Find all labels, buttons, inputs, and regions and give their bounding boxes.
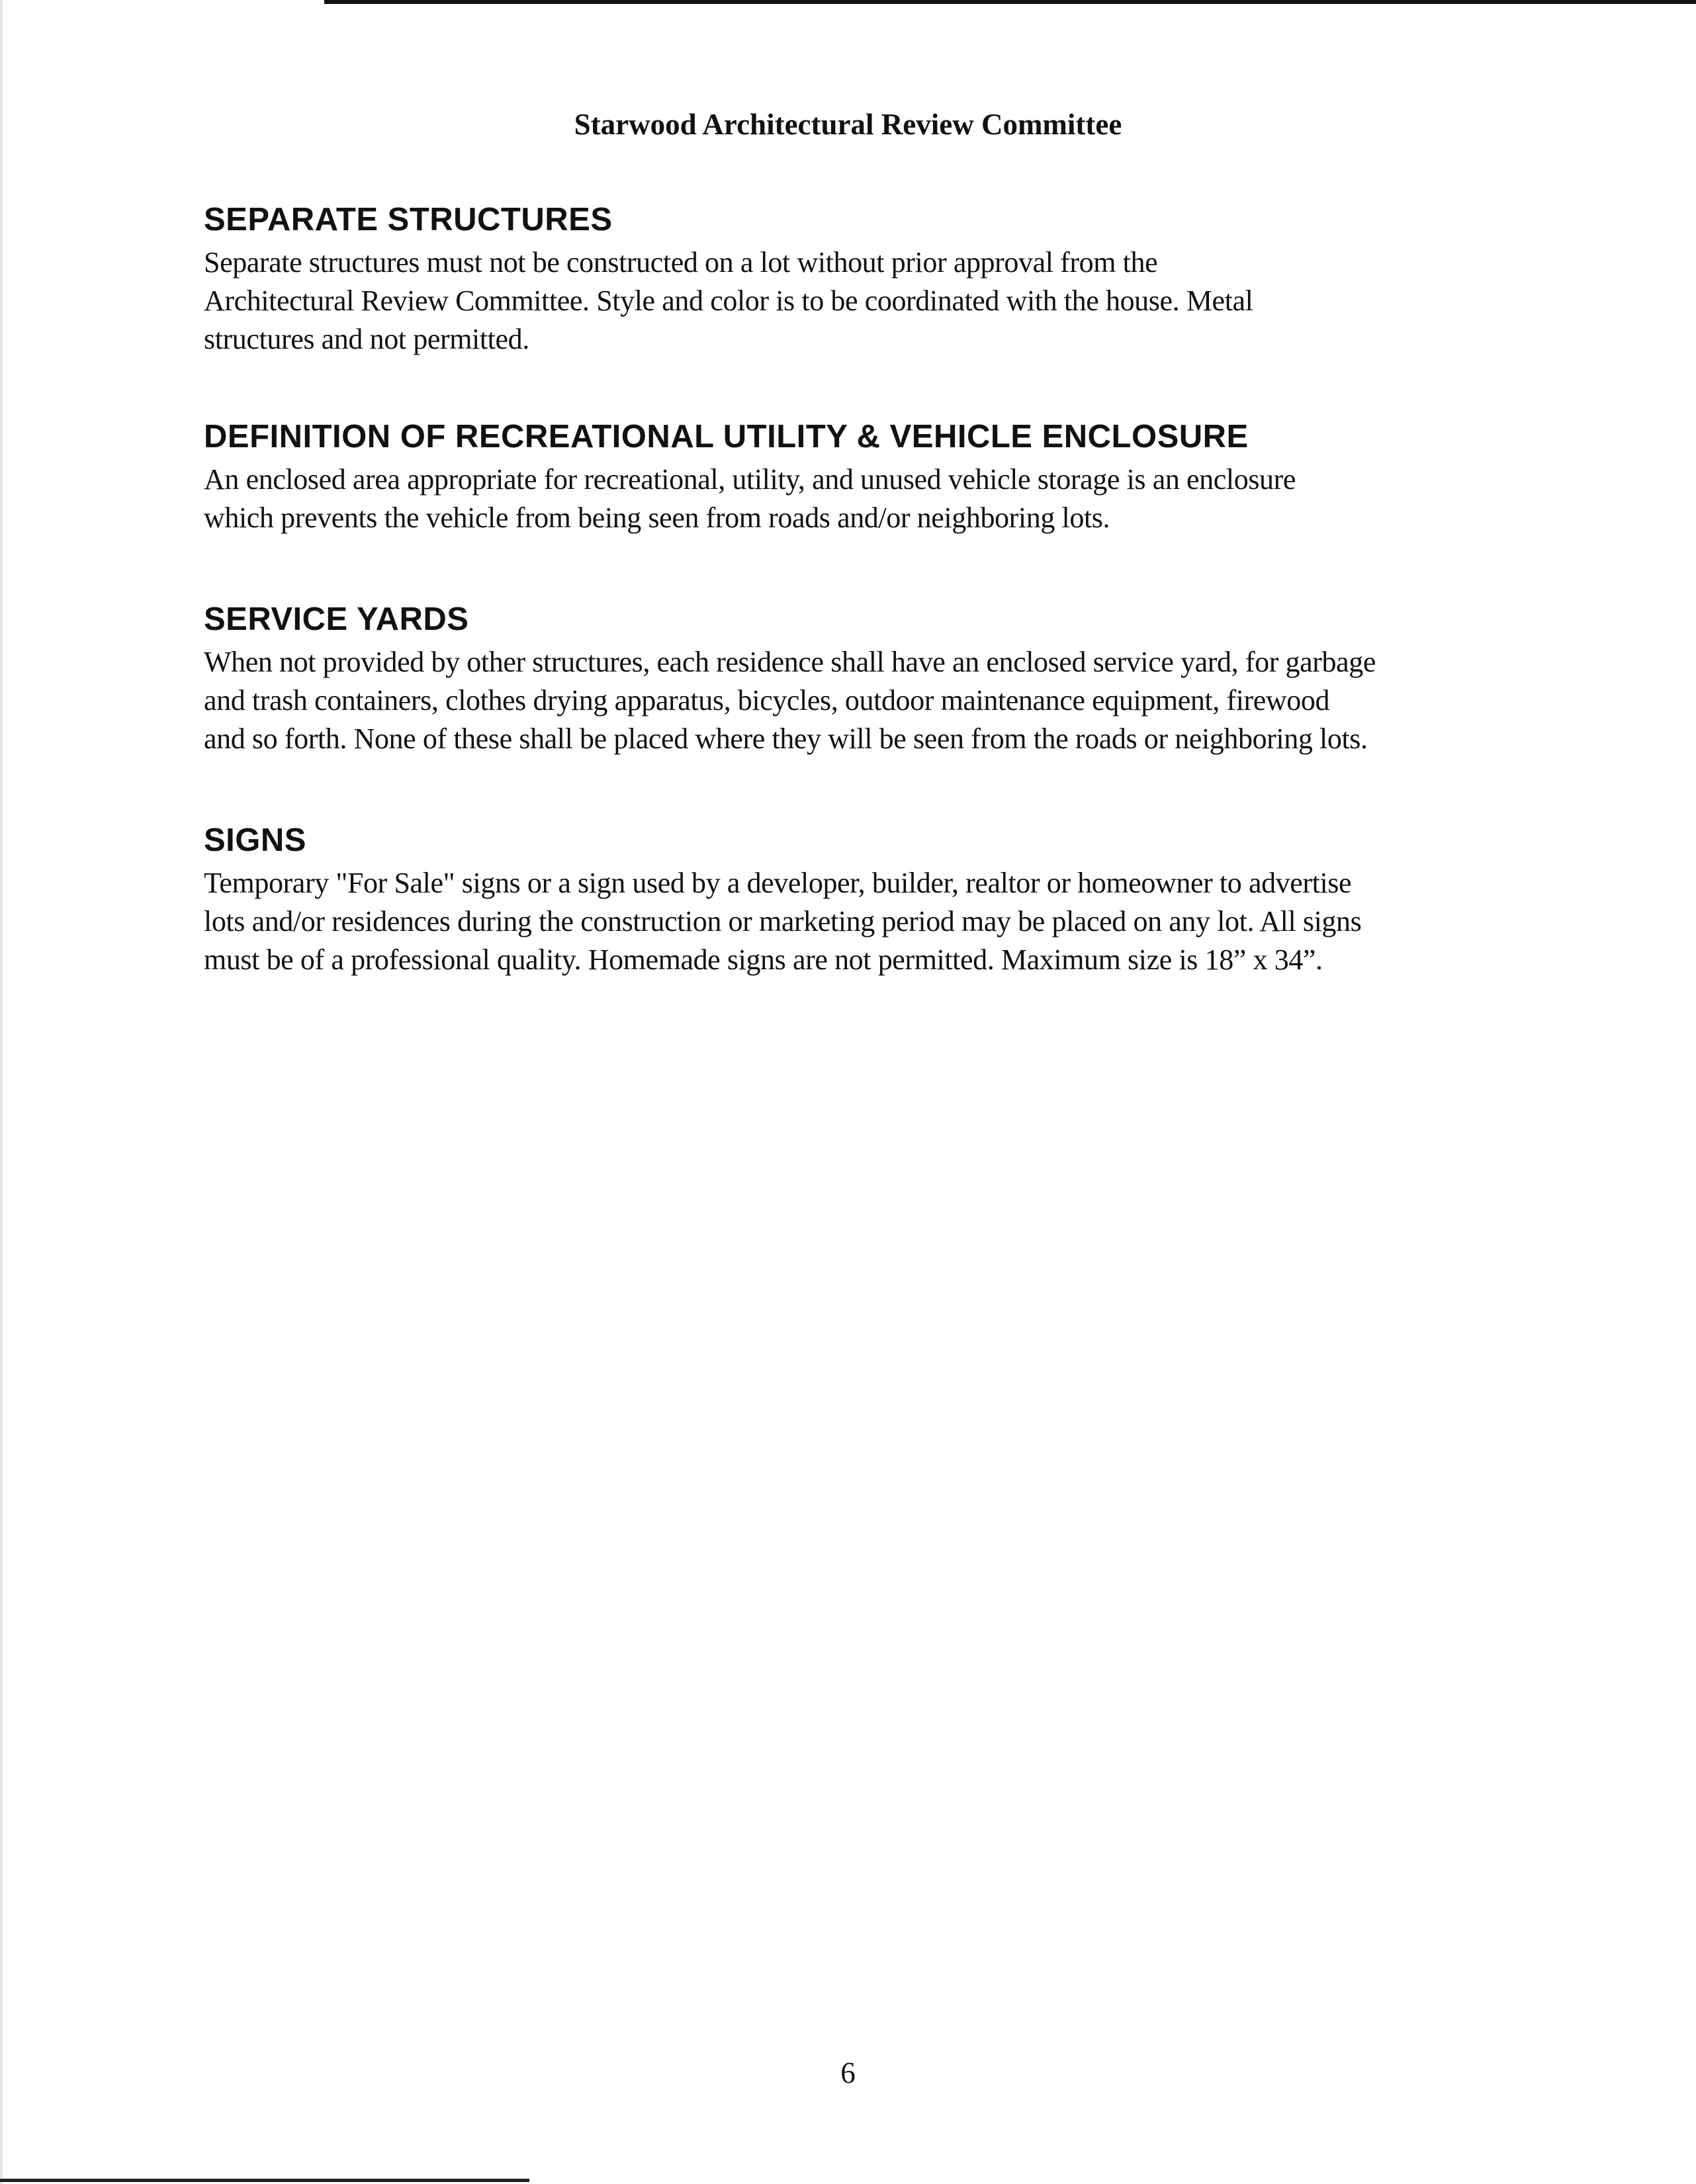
section-body: Temporary "For Sale" signs or a sign used by a developer, builder, realtor or homeowner to advertise lots and/or residences during the construction or marketing period may be placed on any lot. All signs must be of a professional quality. Homemade signs are not permitted. Maximum size is 18” x 34”. [204, 867, 1362, 976]
section-body: When not provided by other structures, each residence shall have an enclosed service yard, for garbage and trash containers, clothes drying apparatus, bicycles, outdoor maintenance equipment, firewood and so forth. None of these shall be placed where they will be seen from the roads or neighboring lots. [204, 646, 1376, 755]
scan-bottom-border [0, 2179, 529, 2182]
page-number: 6 [840, 2056, 856, 2089]
section-service-yards [204, 599, 1527, 758]
section-vehicle-enclosure [204, 417, 1527, 537]
page-header: Starwood Architectural Review Committee [574, 108, 1122, 141]
section-heading: SIGNS [204, 822, 306, 858]
section-body: Separate structures must not be constructed on a lot without prior approval from the Architectural Review Committee. Style and color is to be coordinated with the house. Metal structures and not permitted. [204, 246, 1253, 355]
scan-left-edge [0, 0, 3, 2184]
section-body: An enclosed area appropriate for recreational, utility, and unused vehicle storage is an enclosure which prevents the vehicle from being seen from roads and/or neighboring lots. [204, 463, 1296, 534]
section-heading: SEPARATE STRUCTURES [204, 202, 613, 238]
section-heading: DEFINITION OF RECREATIONAL UTILITY & VEHICLE ENCLOSURE [204, 419, 1249, 455]
scan-top-border [324, 0, 1696, 4]
section-heading: SERVICE YARDS [204, 601, 469, 637]
section-separate-structures [204, 200, 1527, 359]
section-signs [204, 820, 1527, 979]
